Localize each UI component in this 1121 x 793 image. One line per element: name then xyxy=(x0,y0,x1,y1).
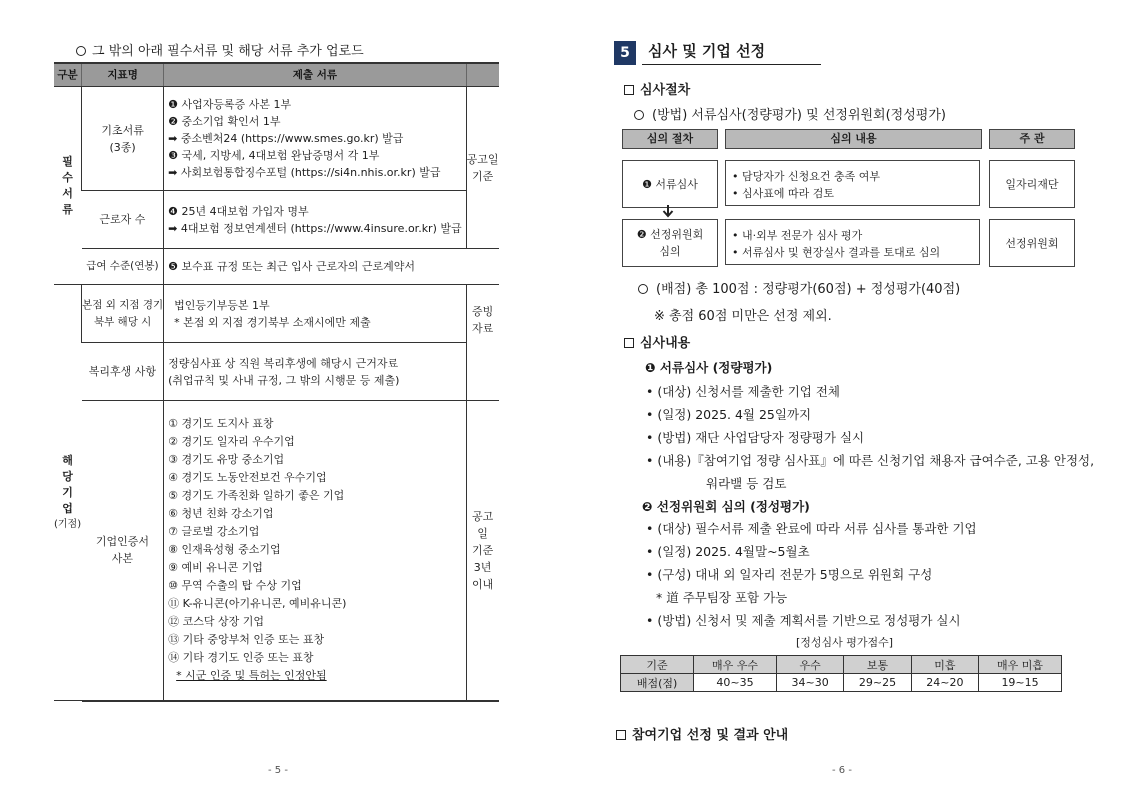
step-label: ❶ 서류심사 xyxy=(642,177,698,191)
table-header-row xyxy=(54,63,499,87)
doc-line: ➡ 4대보험 정보연계센터 (https://www.4insure.or.kr) 발급 xyxy=(168,221,462,235)
note-evidence xyxy=(466,285,498,401)
category-char: 서 xyxy=(62,186,73,200)
index-label: 사본 xyxy=(111,552,134,566)
docs-branch xyxy=(164,285,466,343)
index-branch xyxy=(82,285,164,343)
proc-header-owner: 주 관 xyxy=(989,129,1075,149)
doc-line: ③ 경기도 유망 중소기업 xyxy=(168,453,285,467)
doc-line: * 본점 외 지점 경기북부 소재시에만 제출 xyxy=(174,315,371,329)
doc-line: ⑨ 예비 유니콘 기업 xyxy=(168,561,263,575)
doc-line: ⑥ 청년 친화 강소기업 xyxy=(168,507,274,521)
category-char: 수 xyxy=(62,170,73,184)
proc-header-step: 심의 절차 xyxy=(622,129,718,149)
header-documents: 제출 서류 xyxy=(164,63,466,87)
doc-line: ➡ 중소벤처24 (https://www.smes.go.kr) 발급 xyxy=(168,132,404,145)
score-header-cell: 기준 xyxy=(621,656,694,674)
content-heading-text: 심사내용 xyxy=(640,336,691,351)
doc-line: ⑫ 코스닥 상장 기업 xyxy=(168,615,265,629)
table-row xyxy=(54,401,499,701)
section-title: 심사 및 기업 선정 xyxy=(642,40,821,65)
doc-line: ④ 경기도 노동안전보건 우수기업 xyxy=(168,471,327,485)
note-text: 증빙 xyxy=(471,305,494,318)
square-bullet-icon xyxy=(624,338,634,348)
index-label: 기업인증서 xyxy=(95,535,149,549)
doc-line: ① 경기도 도지사 표창 xyxy=(168,417,274,431)
circle-bullet-icon xyxy=(638,284,648,294)
doc-review-continuation: 워라밸 등 검토 xyxy=(706,476,787,491)
score-line-text: (배점) 총 100점 : 정량평가(60점) + 정성평가(40점) xyxy=(656,282,961,297)
docs-basic xyxy=(164,87,466,191)
category-applicable xyxy=(54,285,82,701)
step-label: ❷ 선정위원회 xyxy=(636,228,704,241)
index-label: (3종) xyxy=(109,140,136,154)
docs-welfare xyxy=(164,343,466,401)
score-table-caption: [정성심사 평가점수] xyxy=(796,636,894,649)
index-label: 기초서류 xyxy=(101,123,144,137)
score-cell: 40~35 xyxy=(694,674,777,692)
doc-line: ⑩ 무역 수출의 탑 수상 기업 xyxy=(168,579,302,593)
step-label: 심의 xyxy=(659,245,681,258)
note-text: 일 xyxy=(477,526,488,540)
doc-line: ❹ 25년 4대보험 가입자 명부 xyxy=(168,204,309,218)
doc-line: ⑤ 경기도 가족친화 일하기 좋은 기업 xyxy=(168,489,345,503)
doc-line: ➡ 사회보험통합징수포털 (https://si4n.nhis.or.kr) 발급 xyxy=(168,166,441,179)
doc-review-item: • (내용)『참여기업 정량 심사표』에 따른 신청기업 채용자 급여수준, 고용 안정성, xyxy=(646,453,1095,468)
required-documents-table xyxy=(54,62,499,702)
category-char: (기점) xyxy=(54,518,82,530)
content-heading xyxy=(624,332,690,351)
step-committee-review-owner: 선정위원회 xyxy=(989,219,1075,267)
table-row xyxy=(54,285,499,343)
step-content-line: • 심사표에 따라 검토 xyxy=(732,187,834,200)
step-content-line: • 서류심사 및 현장실사 결과를 토대로 심의 xyxy=(732,246,941,259)
doc-line: (취업규칙 및 사내 규정, 그 밖의 시행문 등 제출) xyxy=(168,373,400,387)
score-table-header xyxy=(621,656,1062,674)
doc-line: ⑦ 글로벌 강소기업 xyxy=(168,525,260,539)
committee-item: • (구성) 대내 외 일자리 전문가 5명으로 위원회 구성 xyxy=(646,567,933,582)
table-row xyxy=(54,343,499,401)
index-basic-docs xyxy=(82,87,164,191)
note-text: 3년 xyxy=(473,560,492,574)
certification-footnote: * 시군 인증 및 특허는 인정안됨 xyxy=(176,669,327,683)
doc-review-title: ❶ 서류심사 (정량평가) xyxy=(645,360,773,375)
section-number: 5 xyxy=(614,41,636,65)
page-number-left: - 5 - xyxy=(268,765,288,776)
index-welfare: 복리후생 사항 xyxy=(82,343,164,401)
committee-sub-note: * 道 주무팀장 포함 가능 xyxy=(656,590,788,605)
square-bullet-icon xyxy=(624,85,634,95)
step-committee-review xyxy=(622,219,718,267)
score-header-cell: 보통 xyxy=(844,656,911,674)
doc-review-item: • (일정) 2025. 4월 25일까지 xyxy=(646,407,812,422)
committee-item: • (방법) 신청서 및 제출 계획서를 기반으로 정성평가 실시 xyxy=(646,613,961,628)
category-char: 류 xyxy=(62,202,73,216)
note-text: 공고 xyxy=(471,509,494,523)
method-line-text: (방법) 서류심사(정량평가) 및 선정위원회(정성평가) xyxy=(652,108,946,123)
category-char: 기 xyxy=(62,485,73,499)
procedure-heading-text: 심사절차 xyxy=(640,83,691,98)
note-text: 자료 xyxy=(471,322,494,335)
step-content-line: • 담당자가 신청요건 충족 여부 xyxy=(732,170,880,183)
step-document-review-content xyxy=(725,160,980,206)
note-text: 이내 xyxy=(471,577,494,591)
upload-heading xyxy=(76,40,364,59)
circle-bullet-icon xyxy=(634,110,644,120)
score-table-row xyxy=(621,674,1062,692)
score-cell: 29~25 xyxy=(844,674,911,692)
procedure-heading xyxy=(624,79,690,98)
upload-heading-text: 그 밖의 아래 필수서류 및 해당 서류 추가 업로드 xyxy=(92,44,364,59)
docs-certification xyxy=(164,401,466,701)
step-content-line: • 내·외부 전문가 심사 평가 xyxy=(732,229,863,242)
doc-line: ❷ 중소기업 확인서 1부 xyxy=(168,115,281,128)
table-row xyxy=(54,191,499,249)
note-three-years xyxy=(466,401,498,701)
note-text: 기준 xyxy=(471,543,494,557)
doc-line: ⑭ 기타 경기도 인증 또는 표창 xyxy=(168,651,314,665)
final-heading xyxy=(616,724,788,743)
score-cell: 24~20 xyxy=(911,674,978,692)
doc-line: ❶ 사업자등록증 사본 1부 xyxy=(168,98,292,111)
category-char: 당 xyxy=(62,469,73,483)
doc-line: ⑧ 인재육성형 중소기업 xyxy=(168,543,281,557)
index-wage: 급여 수준(연봉) xyxy=(82,249,164,285)
category-char: 필 xyxy=(62,154,73,168)
step-document-review-owner: 일자리재단 xyxy=(989,160,1075,208)
docs-employees xyxy=(164,191,466,249)
doc-review-item: • (방법) 재단 사업담당자 정량평가 실시 xyxy=(646,430,865,445)
score-cell: 34~30 xyxy=(776,674,843,692)
header-index: 지표명 xyxy=(82,63,164,87)
doc-line: 정량심사표 상 직원 복리후생에 해당시 근거자료 xyxy=(168,356,399,370)
category-char: 업 xyxy=(62,501,73,515)
score-cell: 19~15 xyxy=(979,674,1062,692)
step-document-review xyxy=(622,160,718,208)
category-char: 해 xyxy=(62,453,73,467)
score-table xyxy=(620,655,1062,692)
score-header-cell: 매우 우수 xyxy=(694,656,777,674)
doc-line: ② 경기도 일자리 우수기업 xyxy=(168,435,295,449)
table-row xyxy=(54,249,499,285)
method-line xyxy=(634,104,946,123)
committee-item: • (일정) 2025. 4월말~5월초 xyxy=(646,544,810,559)
category-required xyxy=(54,87,82,285)
doc-line: ❸ 국세, 지방세, 4대보험 완납증명서 각 1부 xyxy=(168,149,380,162)
score-header-cell: 매우 미흡 xyxy=(979,656,1062,674)
index-certification xyxy=(82,401,164,701)
score-line xyxy=(638,278,960,297)
doc-line: ⑪ K-유니콘(아기유니콘, 예비유니콘) xyxy=(168,597,347,611)
note-announcement-date xyxy=(466,87,498,249)
score-header-cell: 미흡 xyxy=(911,656,978,674)
note-text: 기준 xyxy=(471,169,494,183)
doc-review-item: • (대상) 신청서를 제출한 기업 전체 xyxy=(646,384,840,399)
doc-line: 법인등기부등본 1부 xyxy=(174,298,270,312)
docs-wage: ❺ 보수표 규정 또는 최근 입사 근로자의 근로계약서 xyxy=(164,249,499,285)
doc-line: ⑬ 기타 중앙부처 인증 또는 표창 xyxy=(168,633,325,647)
score-note: ※ 총점 60점 미만은 선정 제외. xyxy=(654,309,832,324)
step-committee-review-content xyxy=(725,219,980,265)
final-heading-text: 참여기업 선정 및 결과 안내 xyxy=(632,728,789,743)
score-cell: 배점(점) xyxy=(621,674,694,692)
score-header-cell: 우수 xyxy=(776,656,843,674)
circle-bullet-icon xyxy=(76,46,86,56)
header-note xyxy=(466,63,498,87)
header-category: 구분 xyxy=(54,63,82,87)
proc-header-content: 심의 내용 xyxy=(725,129,982,149)
committee-title: ❷ 선정위원회 심의 (정성평가) xyxy=(642,499,810,514)
index-label: 북부 해당 시 xyxy=(93,315,152,328)
page-number-right: - 6 - xyxy=(832,765,852,776)
table-row xyxy=(54,87,499,191)
square-bullet-icon xyxy=(616,730,626,740)
section-header xyxy=(614,40,821,65)
index-employees: 근로자 수 xyxy=(82,191,164,249)
index-label: 본점 외 지점 경기 xyxy=(82,298,164,311)
committee-item: • (대상) 필수서류 제출 완료에 따라 서류 심사를 통과한 기업 xyxy=(646,521,977,536)
note-text: 공고일 xyxy=(466,152,499,166)
